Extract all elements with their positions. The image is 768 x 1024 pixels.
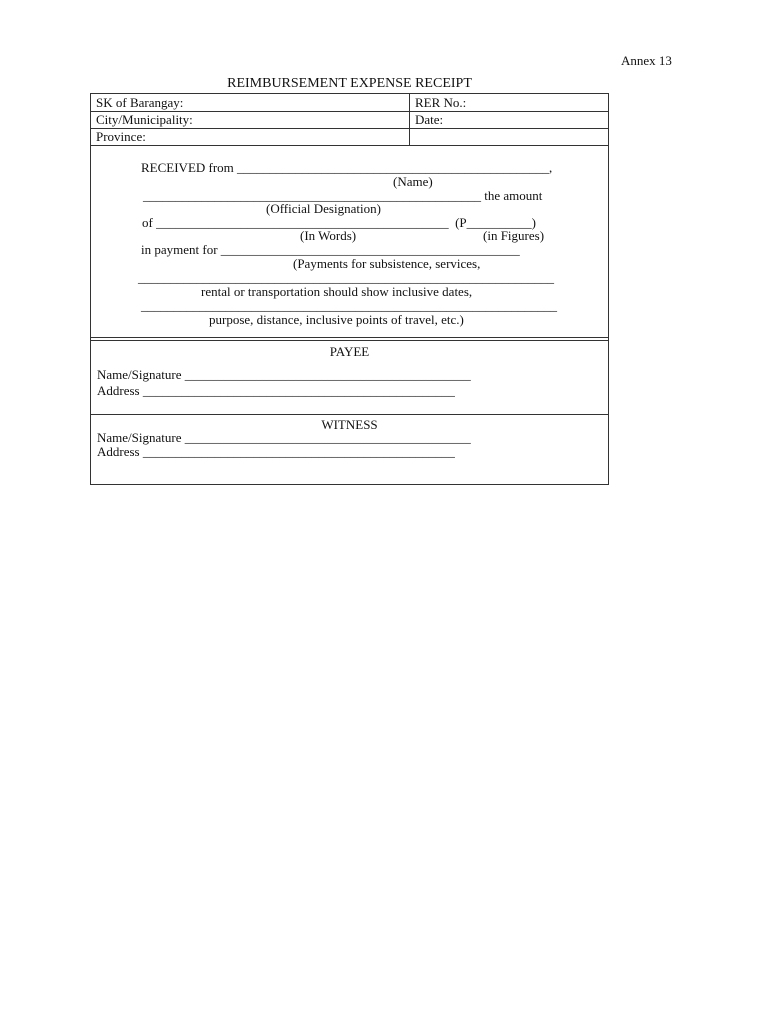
rer-no-label: RER No.:: [415, 95, 467, 110]
sk-barangay-label: SK of Barangay:: [96, 95, 184, 110]
payment-for-line: in payment for ______________________________________________: [141, 242, 520, 257]
province-label: Province:: [96, 129, 146, 144]
payee-divider-top: [91, 337, 608, 338]
page-title: REIMBURSEMENT EXPENSE RECEIPT: [227, 76, 472, 91]
received-from-line: RECEIVED from ________________________________________________,: [141, 160, 553, 175]
annex-label: Annex 13: [621, 53, 672, 68]
payee-address-line: Address ________________________________________________: [97, 383, 455, 398]
official-designation-line: ____________________________________________________ the amount: [143, 188, 543, 203]
header-row-divider-2: [91, 128, 608, 129]
payment-blank-line-1: ________________________________________________________________: [138, 270, 554, 285]
witness-address-line: Address ________________________________________________: [97, 444, 455, 459]
purpose-caption: purpose, distance, inclusive points of travel, etc.): [209, 312, 464, 327]
payment-blank-line-2: ________________________________________________________________: [141, 298, 557, 313]
payee-heading: PAYEE: [329, 344, 370, 359]
receipt-form: [90, 93, 609, 485]
header-column-divider: [409, 94, 410, 146]
official-designation-caption: (Official Designation): [266, 201, 381, 216]
payee-divider-bottom: [91, 340, 608, 341]
header-bottom-divider: [91, 145, 608, 146]
payments-caption: (Payments for subsistence, services,: [293, 256, 481, 271]
name-caption: (Name): [393, 174, 433, 189]
city-municipality-label: City/Municipality:: [96, 112, 193, 127]
in-figures-caption: (in Figures): [483, 228, 545, 243]
witness-name-signature-line: Name/Signature ____________________________________________: [97, 430, 471, 445]
payee-name-signature-line: Name/Signature ____________________________________________: [97, 367, 471, 382]
witness-divider: [91, 414, 608, 415]
rental-caption: rental or transportation should show inclusive dates,: [201, 284, 473, 299]
amount-line: of _____________________________________________ (P__________): [142, 215, 536, 230]
in-words-caption: (In Words): [300, 228, 357, 243]
witness-heading: WITNESS: [321, 417, 378, 432]
date-label: Date:: [415, 112, 444, 127]
